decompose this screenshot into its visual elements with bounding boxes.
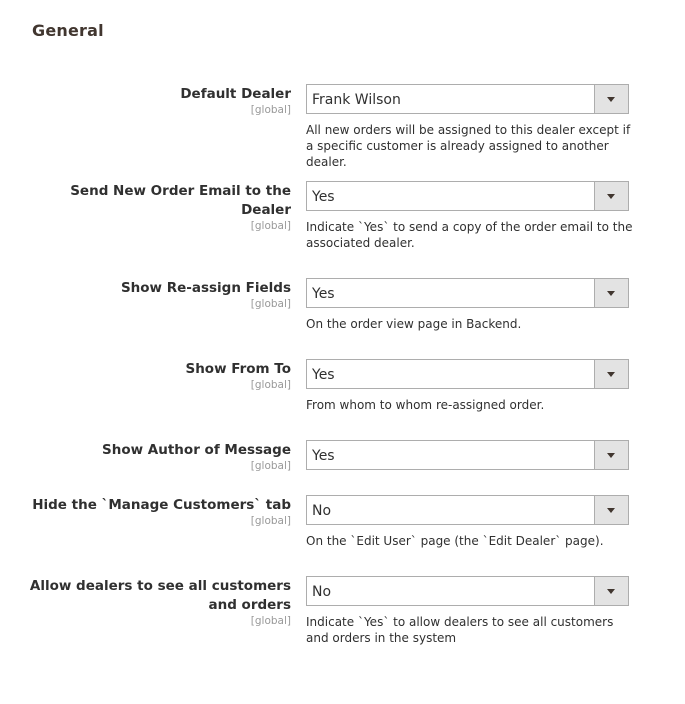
chevron-down-icon <box>607 508 615 513</box>
scope-label: [global] <box>250 298 291 310</box>
section-title: General <box>32 21 104 40</box>
dropdown-button[interactable] <box>594 441 628 469</box>
field-label: Hide the `Manage Customers` tab <box>32 497 291 513</box>
field-label-group <box>21 279 291 311</box>
send-new-order-email-select[interactable] <box>306 181 629 211</box>
field-note: Indicate `Yes` to allow dealers to see all customers and orders in the system <box>306 615 614 645</box>
field-label-group <box>21 577 291 628</box>
field-label: Show From To <box>185 361 291 377</box>
select-value: No <box>312 503 332 519</box>
field-label: Allow dealers to see all customers and orders <box>29 578 291 613</box>
hide-manage-customers-tab-select[interactable] <box>306 495 629 525</box>
dropdown-button[interactable] <box>594 496 628 524</box>
field-label-group <box>21 360 291 392</box>
dropdown-button[interactable] <box>594 182 628 210</box>
field-label-group <box>21 496 291 528</box>
scope-label: [global] <box>250 220 291 232</box>
chevron-down-icon <box>607 97 615 102</box>
chevron-down-icon <box>607 589 615 594</box>
field-note: On the `Edit User` page (the `Edit Dealer` page). <box>306 534 604 548</box>
select-value: Yes <box>312 189 335 205</box>
show-from-to-select[interactable] <box>306 359 629 389</box>
select-value: No <box>312 584 332 600</box>
scope-label: [global] <box>250 104 291 116</box>
show-reassign-fields-select[interactable] <box>306 278 629 308</box>
select-value: Yes <box>312 367 335 383</box>
dropdown-button[interactable] <box>594 279 628 307</box>
chevron-down-icon <box>607 194 615 199</box>
select-value: Yes <box>312 448 335 464</box>
field-label-group <box>21 441 291 473</box>
field-label: Show Author of Message <box>102 442 291 458</box>
field-label-group <box>21 182 291 233</box>
select-value: Frank Wilson <box>312 92 401 108</box>
field-note: From whom to whom re-assigned order. <box>306 398 545 412</box>
field-label-group <box>21 85 291 117</box>
scope-label: [global] <box>250 615 291 627</box>
select-value: Yes <box>312 286 335 302</box>
field-note: On the order view page in Backend. <box>306 317 522 331</box>
field-note: Indicate `Yes` to send a copy of the order email to the associated dealer. <box>306 220 633 250</box>
chevron-down-icon <box>607 453 615 458</box>
field-label: Default Dealer <box>180 86 291 102</box>
allow-dealers-see-all-select[interactable] <box>306 576 629 606</box>
show-author-of-message-select[interactable] <box>306 440 629 470</box>
dropdown-button[interactable] <box>594 85 628 113</box>
field-label: Send New Order Email to the Dealer <box>70 183 291 218</box>
field-label: Show Re-assign Fields <box>120 280 291 296</box>
scope-label: [global] <box>250 379 291 391</box>
scope-label: [global] <box>250 460 291 472</box>
scope-label: [global] <box>250 515 291 527</box>
chevron-down-icon <box>607 291 615 296</box>
default-dealer-select[interactable] <box>306 84 629 114</box>
field-note: All new orders will be assigned to this dealer except if a specific customer is already assigned to another dealer. <box>306 123 631 169</box>
chevron-down-icon <box>607 372 615 377</box>
dropdown-button[interactable] <box>594 577 628 605</box>
dropdown-button[interactable] <box>594 360 628 388</box>
